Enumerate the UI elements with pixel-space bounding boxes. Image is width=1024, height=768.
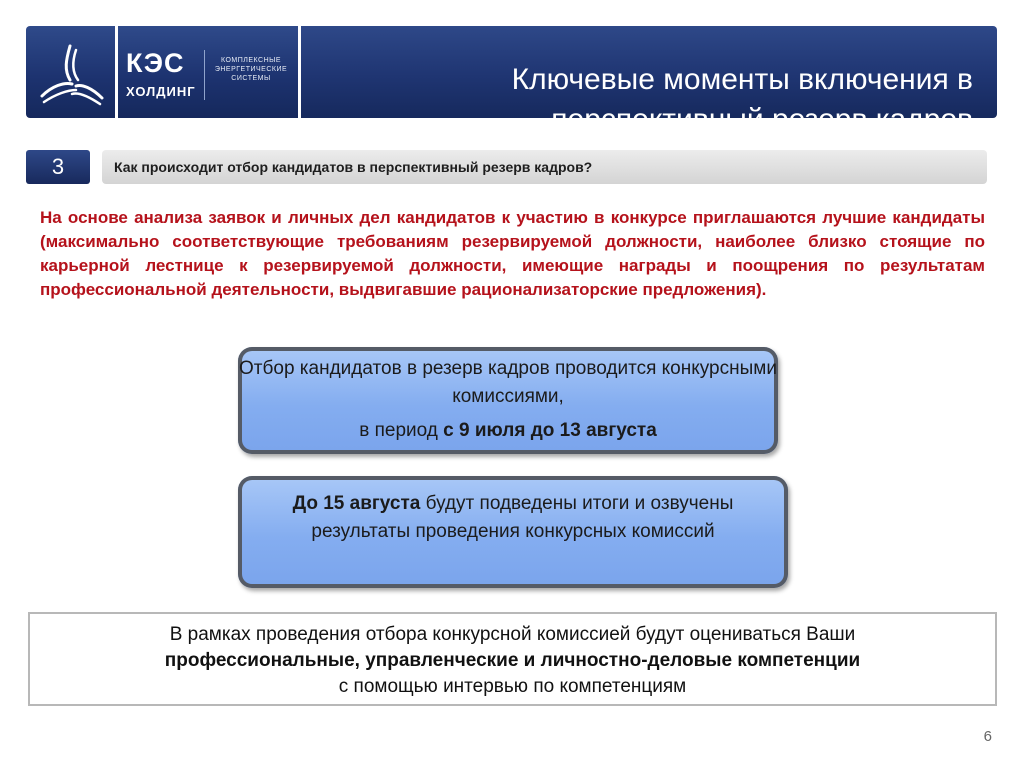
title-panel	[301, 26, 997, 136]
competence-list: профессиональные, управленческие и личностно-деловые компетенции	[164, 650, 861, 671]
lead-paragraph: На основе анализа заявок и личных дел кандидатов к участию в конкурсе приглашаются лучшие кандидаты (максимально соответствующие требованиям резервируемой должности, наиболее близко стоящие по карьерной лестнице к резервируемой должности, имеющие награды и поощрения по результатам профессиональной деятельности, выдвигавшие рационализаторские предложения).	[40, 208, 985, 299]
page-title-line1: Ключевые моменты включения в	[511, 63, 973, 96]
section-question: Как происходит отбор кандидатов в перспективный резерв кадров?	[114, 159, 593, 175]
selection-period-dates	[238, 417, 778, 445]
selection-period-box	[238, 347, 778, 454]
brand-panel	[118, 26, 298, 118]
page-title-line2: перспективный резерв кадров	[551, 103, 973, 136]
results-text: будут подведены итоги и озвучены результаты проведения конкурсных комиссий	[311, 493, 734, 542]
competence-box	[28, 612, 997, 706]
section-number-badge: 3	[26, 150, 90, 184]
brand-desc-line: КОМПЛЕКСНЫЕ	[220, 57, 282, 64]
brand-divider	[204, 50, 205, 100]
competence-line3: с помощью интервью по компетенциям	[338, 676, 687, 697]
page-number: 6	[983, 728, 992, 745]
brand-description	[208, 56, 294, 83]
brand-desc-line: ЭНЕРГЕТИЧЕСКИЕ	[214, 66, 288, 73]
brand-name: КЭС	[126, 48, 185, 78]
results-box	[238, 476, 788, 588]
brand-subtitle: ХОЛДИНГ	[126, 84, 196, 99]
results-deadline: До 15 августа	[292, 493, 421, 514]
period-dates: с 9 июля до 13 августа	[443, 420, 657, 441]
page-title	[353, 60, 973, 140]
competence-line1: В рамках проведения отбора конкурсной комиссией будут оцениваться Ваши	[169, 624, 856, 645]
company-logo	[26, 26, 115, 118]
section-question-bar	[102, 150, 987, 184]
selection-period-text: Отбор кандидатов в резерв кадров проводится конкурсными комиссиями,	[239, 358, 777, 407]
period-prefix: в период	[359, 420, 444, 441]
swirl-logo-icon	[26, 26, 115, 118]
competence-line2	[30, 648, 995, 674]
brand-desc-line: СИСТЕМЫ	[231, 75, 271, 82]
